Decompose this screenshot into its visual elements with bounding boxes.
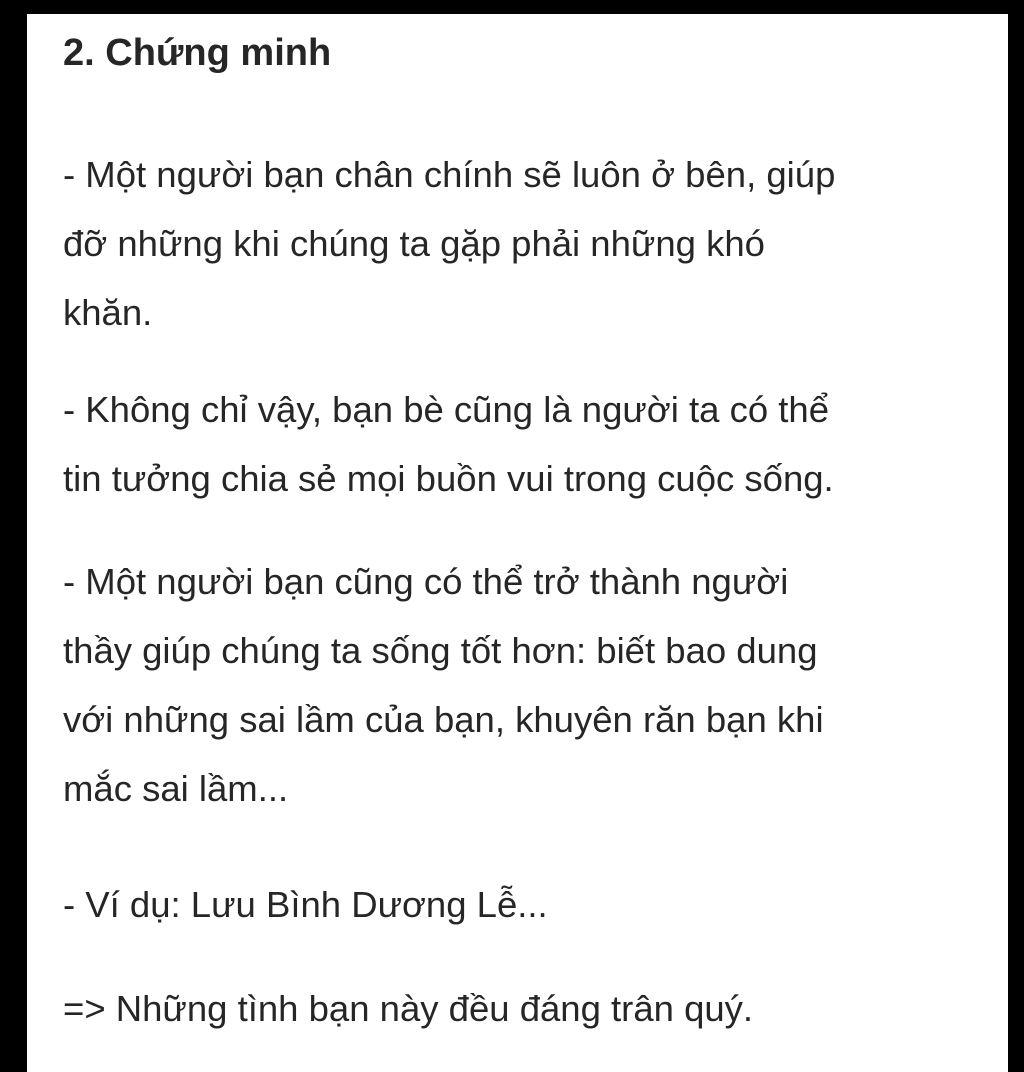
paragraph-line: khăn. [63,292,153,333]
paragraph-line: - Một người bạn cũng có thể trở thành người [63,561,789,602]
paragraph-line: thầy giúp chúng ta sống tốt hơn: biết bao dung [63,630,818,671]
paragraph-true-friend-support [63,140,1003,347]
section-heading: 2. Chứng minh [63,32,332,74]
paragraph-line: - Ví dụ: Lưu Bình Dương Lễ... [63,884,548,925]
paragraph-line: - Không chỉ vậy, bạn bè cũng là người ta có thể [63,389,830,430]
paragraph-example [63,870,1003,939]
paragraph-line: tin tưởng chia sẻ mọi buồn vui trong cuộc sống. [63,458,834,499]
paragraph-line: - Một người bạn chân chính sẽ luôn ở bên, giúp [63,154,836,195]
paragraph-sharing [63,375,1003,513]
paragraph-line: => Những tình bạn này đều đáng trân quý. [63,988,754,1029]
paragraph-line: mắc sai lầm... [63,768,289,809]
paragraph-line: với những sai lầm của bạn, khuyên răn bạn khi [63,699,824,740]
document-page [27,14,1008,1072]
paragraph-line: đỡ những khi chúng ta gặp phải những khó [63,223,765,264]
paragraph-conclusion [63,974,1003,1043]
paragraph-friend-as-teacher [63,547,1003,823]
